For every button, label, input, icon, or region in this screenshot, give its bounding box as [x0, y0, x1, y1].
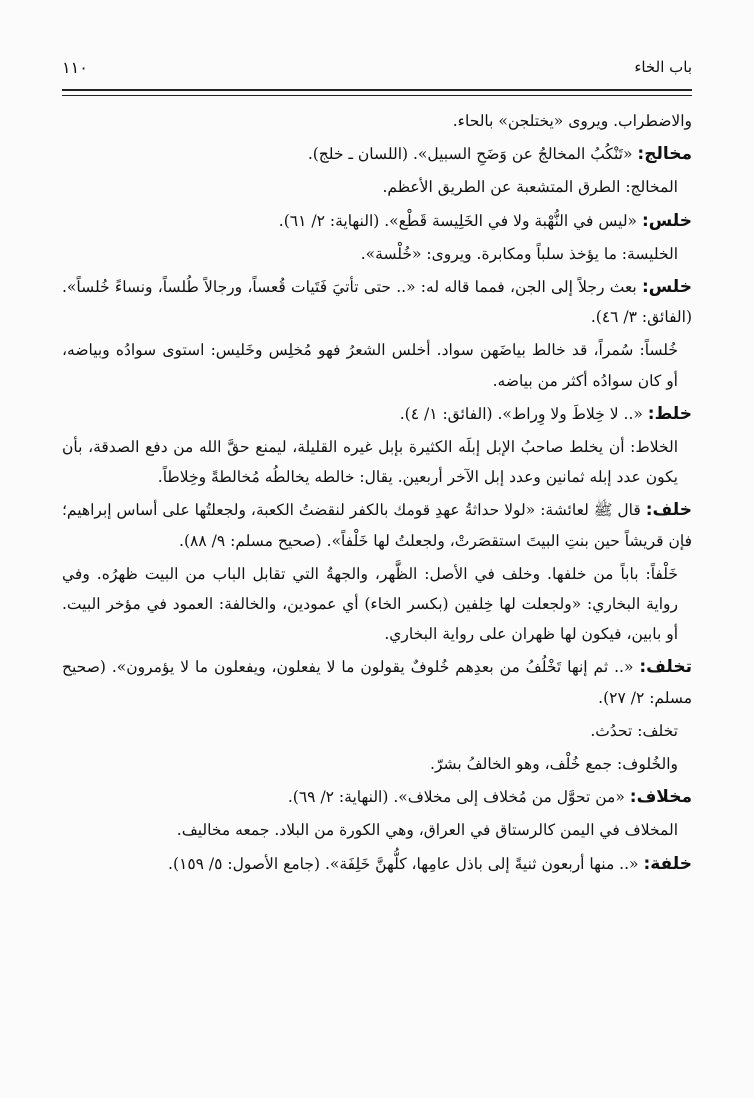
- paragraph: [62, 432, 692, 492]
- paragraph: [62, 716, 692, 746]
- page-header: [62, 58, 692, 82]
- paragraph-text: الخلاط: أن يخلط صاحبُ الإبل إبلَه الكثيرة بإبل غيره القليلة، ليمنع حقَّ الله من دفع الصدقة، بأن يكون عدد إبله ثمانين وعدد إبل الآخر أربعين. يقال: خالطه يخالطُه مُخالطةً وخِلاطاً.: [62, 438, 678, 487]
- paragraph-text: «.. منها أربعون ثنيةً إلى باذل عامِها، كلُّهنَّ خَلِفَة». (جامع الأصول: ٥/ ١٥٩).: [168, 854, 644, 873]
- paragraph-text: «.. لا خِلاطَ ولا وِراط». (الفائق: ١/ ٤).: [399, 404, 648, 423]
- headword: خلس:: [641, 210, 692, 231]
- paragraph-text: تخلف: تحدُث.: [590, 721, 678, 740]
- paragraph: [62, 172, 692, 202]
- header-rule-thin: [62, 95, 692, 96]
- paragraph-text: بعث رجلاً إلى الجن، فمما قاله له: «.. حتى تأتيَ فَتَيات قُعساً، ورجالاً طُلساً، ونساءً خُلساً». (الفائق: ٣/ ٤٦).: [62, 278, 692, 327]
- paragraph-text: «.. ثم إنها تَخْلُفُ من بعدِهم خُلوفٌ يقولون ما لا يفعلون، ويفعلون ما لا يؤمرون». (صحيح مسلم: ٢/ ٢٧).: [62, 658, 692, 707]
- chapter-title: باب الخاء: [634, 58, 692, 76]
- paragraph: [62, 849, 692, 879]
- headword: خلف:: [645, 500, 692, 521]
- paragraph-text: خُلساً: سُمراً، قد خالط بياضَهن سواد. أخلس الشعرُ فهو مُخلِس وخَليس: استوى سوادُه وبياضه، أو كان سوادُه أكثر من بياضه.: [62, 341, 678, 390]
- page-number: ١١٠: [62, 58, 88, 77]
- paragraph-text: «تَنْكُبُ المخالجُ عن وَضَحِ السبيل». (اللسان ـ خلج).: [307, 145, 638, 164]
- paragraph: [62, 239, 692, 269]
- paragraph: [62, 559, 692, 650]
- paragraph: [62, 652, 692, 712]
- paragraph: [62, 139, 692, 169]
- paragraph: [62, 399, 692, 429]
- headword: خلس:: [641, 277, 692, 298]
- paragraph: [62, 495, 692, 555]
- paragraph-text: «ليس في النُّهْبة ولا في الخَلِيسة قَطْع». (النهاية: ٢/ ٦١).: [278, 211, 642, 230]
- paragraph-text: والخُلوف: جمع خُلْف، وهو الخالفُ بشرّ.: [430, 755, 678, 774]
- headword: مخالج:: [637, 144, 692, 165]
- paragraph-text: المخالج: الطرق المتشعبة عن الطريق الأعظم.: [382, 178, 678, 197]
- paragraph-text: الخليسة: ما يؤخذ سلباً ومكابرة. ويروى: «خُلْسة».: [360, 244, 678, 263]
- paragraph: [62, 749, 692, 779]
- paragraph: [62, 815, 692, 845]
- page-body: [62, 106, 692, 882]
- paragraph: [62, 272, 692, 332]
- paragraph: [62, 335, 692, 395]
- headword: خلط:: [647, 403, 692, 424]
- paragraph-text: والاضطراب. ويروى «يختلجن» بالحاء.: [452, 112, 692, 130]
- headword: خلفة:: [643, 853, 692, 874]
- paragraph-text: خَلْفاً: باباً من خلفها. وخلف في الأصل: الظَّهر، والجهةُ التي تقابل الباب من البيت ظهرُه. وفي رواية البخاري: «ولجعلت لها خِلفين (بكسر الخاء) أي عمودين، والخالفة: العمود في مؤخر البيت. أو بابين، فيكون لها ظهران على رواية البخاري.: [62, 564, 678, 644]
- paragraph: [62, 206, 692, 236]
- paragraph-text: المخلاف في اليمن كالرستاق في العراق، وهي الكورة من البلاد. جمعه مخاليف.: [176, 821, 678, 840]
- headword: تخلف:: [639, 657, 692, 678]
- paragraph-text: «من تحوَّل من مُخلاف إلى مخلاف». (النهاية: ٢/ ٦٩).: [287, 788, 630, 807]
- header-rule-thick: [62, 89, 692, 91]
- paragraph-text: قال ﷺ لعائشة: «لولا حداثةُ عهدِ قومك بالكفر لنقضتُ الكعبة، ولجعلتُها على أساس إبراهيم؛ فإن قريشاً حين بنتِ البيتَ استقصَرتْ، ولجعلتُ لها خَلْفاً». (صحيح مسلم: ٩/ ٨٨).: [62, 501, 692, 550]
- paragraph: [62, 106, 692, 136]
- paragraph: [62, 782, 692, 812]
- headword: مخلاف:: [629, 787, 692, 808]
